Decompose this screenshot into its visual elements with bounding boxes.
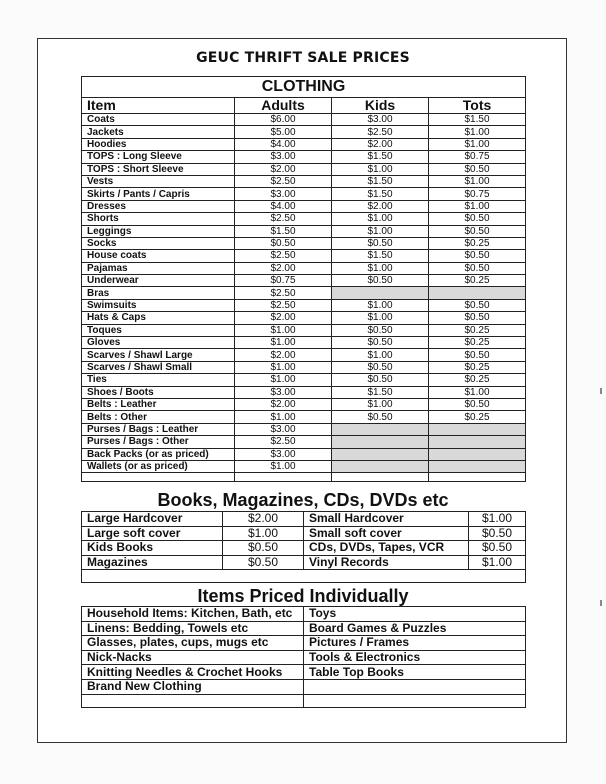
item-name: Coats bbox=[82, 114, 235, 126]
individual-item: Glasses, plates, cups, mugs etc bbox=[82, 636, 304, 651]
item-name: Belts : Other bbox=[82, 411, 235, 423]
item-name: Socks bbox=[82, 237, 235, 249]
price-kids: $0.50 bbox=[332, 361, 429, 373]
price-tots bbox=[429, 287, 526, 299]
price-adults: $2.00 bbox=[235, 349, 332, 361]
book-price: $0.50 bbox=[469, 541, 526, 556]
blank-row bbox=[82, 473, 526, 482]
item-name: Toques bbox=[82, 324, 235, 336]
price-kids: $0.50 bbox=[332, 275, 429, 287]
price-kids: $2.00 bbox=[332, 200, 429, 212]
item-name: Shorts bbox=[82, 213, 235, 225]
individual-item: Brand New Clothing bbox=[82, 679, 304, 694]
book-category: Large Hardcover bbox=[82, 512, 223, 527]
blank-cell bbox=[82, 570, 526, 583]
item-name: Dresses bbox=[82, 200, 235, 212]
table-row bbox=[82, 175, 526, 187]
table-row bbox=[82, 287, 526, 299]
table-row bbox=[82, 398, 526, 410]
table-row bbox=[82, 138, 526, 150]
price-adults: $1.00 bbox=[235, 361, 332, 373]
table-row bbox=[82, 349, 526, 361]
book-price: $0.50 bbox=[223, 541, 304, 556]
item-name: Pajamas bbox=[82, 262, 235, 274]
table-row bbox=[82, 679, 526, 694]
item-name: Scarves / Shawl Large bbox=[82, 349, 235, 361]
table-row bbox=[82, 262, 526, 274]
item-name: Gloves bbox=[82, 337, 235, 349]
book-price: $1.00 bbox=[223, 526, 304, 541]
blank-cell bbox=[82, 473, 235, 482]
table-row bbox=[82, 607, 526, 622]
item-name: Hats & Caps bbox=[82, 312, 235, 324]
price-tots bbox=[429, 423, 526, 435]
table-row bbox=[82, 312, 526, 324]
price-tots: $0.25 bbox=[429, 361, 526, 373]
price-kids: $1.00 bbox=[332, 213, 429, 225]
price-tots: $0.50 bbox=[429, 250, 526, 262]
price-kids: $0.50 bbox=[332, 337, 429, 349]
books-heading: Books, Magazines, CDs, DVDs etc bbox=[157, 490, 449, 510]
price-kids: $1.50 bbox=[332, 175, 429, 187]
table-row bbox=[82, 436, 526, 448]
price-kids: $0.50 bbox=[332, 324, 429, 336]
price-tots: $1.00 bbox=[429, 386, 526, 398]
price-tots: $0.25 bbox=[429, 337, 526, 349]
price-tots: $1.00 bbox=[429, 200, 526, 212]
column-header-adults: Adults bbox=[235, 98, 332, 114]
document-title: GEUC THRIFT SALE PRICES bbox=[196, 50, 410, 66]
table-row bbox=[82, 460, 526, 472]
individual-item: Tools & Electronics bbox=[304, 650, 526, 665]
table-row bbox=[82, 151, 526, 163]
price-kids: $2.50 bbox=[332, 126, 429, 138]
price-tots: $0.75 bbox=[429, 188, 526, 200]
table-row bbox=[82, 411, 526, 423]
price-adults: $1.50 bbox=[235, 225, 332, 237]
table-row bbox=[82, 636, 526, 651]
table-row bbox=[82, 163, 526, 175]
scan-mark bbox=[600, 600, 602, 606]
books-table bbox=[81, 511, 526, 583]
item-name: Shoes / Boots bbox=[82, 386, 235, 398]
individual-item: Table Top Books bbox=[304, 665, 526, 680]
price-adults: $2.00 bbox=[235, 163, 332, 175]
price-adults: $2.50 bbox=[235, 287, 332, 299]
table-row bbox=[82, 337, 526, 349]
price-adults: $6.00 bbox=[235, 114, 332, 126]
price-kids: $1.50 bbox=[332, 386, 429, 398]
blank-row bbox=[82, 570, 526, 583]
price-adults: $3.00 bbox=[235, 448, 332, 460]
clothing-heading: CLOTHING bbox=[82, 77, 526, 98]
price-kids bbox=[332, 436, 429, 448]
blank-row bbox=[82, 694, 526, 707]
individual-item: Toys bbox=[304, 607, 526, 622]
table-row bbox=[82, 213, 526, 225]
price-adults: $1.00 bbox=[235, 411, 332, 423]
item-name: Swimsuits bbox=[82, 299, 235, 311]
price-adults: $1.00 bbox=[235, 374, 332, 386]
price-tots: $0.25 bbox=[429, 237, 526, 249]
table-row bbox=[82, 250, 526, 262]
price-adults: $5.00 bbox=[235, 126, 332, 138]
table-row bbox=[82, 237, 526, 249]
table-row bbox=[82, 361, 526, 373]
price-tots: $1.50 bbox=[429, 114, 526, 126]
column-header-kids: Kids bbox=[332, 98, 429, 114]
price-tots: $0.25 bbox=[429, 411, 526, 423]
price-adults: $2.50 bbox=[235, 299, 332, 311]
item-name: Back Packs (or as priced) bbox=[82, 448, 235, 460]
blank-cell bbox=[82, 694, 304, 707]
price-tots: $1.00 bbox=[429, 126, 526, 138]
price-adults: $4.00 bbox=[235, 138, 332, 150]
item-name: Wallets (or as priced) bbox=[82, 460, 235, 472]
price-kids: $2.00 bbox=[332, 138, 429, 150]
blank-cell bbox=[235, 473, 332, 482]
price-kids: $0.50 bbox=[332, 411, 429, 423]
table-row bbox=[82, 114, 526, 126]
price-adults: $4.00 bbox=[235, 200, 332, 212]
price-kids: $1.50 bbox=[332, 151, 429, 163]
column-header-tots: Tots bbox=[429, 98, 526, 114]
book-price: $2.00 bbox=[223, 512, 304, 527]
price-adults: $2.00 bbox=[235, 262, 332, 274]
price-adults: $3.00 bbox=[235, 423, 332, 435]
scan-mark bbox=[600, 388, 602, 394]
price-tots bbox=[429, 460, 526, 472]
price-tots: $0.50 bbox=[429, 398, 526, 410]
item-name: TOPS : Short Sleeve bbox=[82, 163, 235, 175]
table-row bbox=[82, 526, 526, 541]
item-name: Ties bbox=[82, 374, 235, 386]
price-adults: $1.00 bbox=[235, 460, 332, 472]
table-row bbox=[82, 324, 526, 336]
book-category: Vinyl Records bbox=[304, 555, 469, 570]
price-kids: $1.00 bbox=[332, 299, 429, 311]
price-kids: $0.50 bbox=[332, 374, 429, 386]
individual-item: Household Items: Kitchen, Bath, etc bbox=[82, 607, 304, 622]
price-kids bbox=[332, 460, 429, 472]
table-row bbox=[82, 512, 526, 527]
individual-item: Board Games & Puzzles bbox=[304, 621, 526, 636]
price-tots: $0.75 bbox=[429, 151, 526, 163]
item-name: Jackets bbox=[82, 126, 235, 138]
price-adults: $2.50 bbox=[235, 436, 332, 448]
price-adults: $2.50 bbox=[235, 213, 332, 225]
item-name: Leggings bbox=[82, 225, 235, 237]
price-adults: $3.00 bbox=[235, 151, 332, 163]
price-kids: $1.00 bbox=[332, 225, 429, 237]
price-kids: $1.00 bbox=[332, 398, 429, 410]
item-name: Underwear bbox=[82, 275, 235, 287]
item-name: Skirts / Pants / Capris bbox=[82, 188, 235, 200]
table-row bbox=[82, 555, 526, 570]
price-kids: $1.50 bbox=[332, 188, 429, 200]
price-adults: $2.00 bbox=[235, 398, 332, 410]
blank-cell bbox=[304, 694, 526, 707]
price-kids bbox=[332, 423, 429, 435]
blank-cell bbox=[429, 473, 526, 482]
table-row bbox=[82, 275, 526, 287]
price-kids bbox=[332, 287, 429, 299]
price-tots: $0.50 bbox=[429, 312, 526, 324]
price-adults: $0.50 bbox=[235, 237, 332, 249]
individual-item: Nick-Nacks bbox=[82, 650, 304, 665]
table-row bbox=[82, 541, 526, 556]
price-tots: $0.50 bbox=[429, 163, 526, 175]
price-kids: $1.00 bbox=[332, 349, 429, 361]
item-name: TOPS : Long Sleeve bbox=[82, 151, 235, 163]
price-adults: $1.00 bbox=[235, 337, 332, 349]
price-tots bbox=[429, 448, 526, 460]
book-price: $1.00 bbox=[469, 555, 526, 570]
book-category: Small Hardcover bbox=[304, 512, 469, 527]
price-kids: $1.50 bbox=[332, 250, 429, 262]
item-name: Purses / Bags : Leather bbox=[82, 423, 235, 435]
individual-item bbox=[304, 679, 526, 694]
table-row bbox=[82, 650, 526, 665]
book-category: Kids Books bbox=[82, 541, 223, 556]
book-price: $1.00 bbox=[469, 512, 526, 527]
table-row bbox=[82, 448, 526, 460]
individual-item: Pictures / Frames bbox=[304, 636, 526, 651]
individual-heading: Items Priced Individually bbox=[197, 586, 409, 606]
clothing-table bbox=[81, 76, 526, 482]
book-category: Large soft cover bbox=[82, 526, 223, 541]
individual-item: Linens: Bedding, Towels etc bbox=[82, 621, 304, 636]
price-tots: $0.50 bbox=[429, 213, 526, 225]
table-row bbox=[82, 299, 526, 311]
price-tots: $1.00 bbox=[429, 138, 526, 150]
table-row bbox=[82, 423, 526, 435]
item-name: Scarves / Shawl Small bbox=[82, 361, 235, 373]
individual-item: Knitting Needles & Crochet Hooks bbox=[82, 665, 304, 680]
table-row bbox=[82, 621, 526, 636]
price-adults: $3.00 bbox=[235, 188, 332, 200]
table-row bbox=[82, 126, 526, 138]
item-name: Purses / Bags : Other bbox=[82, 436, 235, 448]
book-category: CDs, DVDs, Tapes, VCR bbox=[304, 541, 469, 556]
price-kids bbox=[332, 448, 429, 460]
price-adults: $0.75 bbox=[235, 275, 332, 287]
price-tots: $0.25 bbox=[429, 324, 526, 336]
table-row bbox=[82, 374, 526, 386]
price-tots: $0.50 bbox=[429, 262, 526, 274]
table-row bbox=[82, 200, 526, 212]
price-tots: $0.25 bbox=[429, 275, 526, 287]
book-price: $0.50 bbox=[469, 526, 526, 541]
column-header-item: Item bbox=[82, 98, 235, 114]
price-adults: $2.50 bbox=[235, 175, 332, 187]
price-tots: $1.00 bbox=[429, 175, 526, 187]
book-price: $0.50 bbox=[223, 555, 304, 570]
price-kids: $3.00 bbox=[332, 114, 429, 126]
item-name: Vests bbox=[82, 175, 235, 187]
price-kids: $1.00 bbox=[332, 163, 429, 175]
table-row bbox=[82, 225, 526, 237]
price-kids: $1.00 bbox=[332, 312, 429, 324]
price-tots: $0.50 bbox=[429, 299, 526, 311]
price-kids: $1.00 bbox=[332, 262, 429, 274]
price-adults: $3.00 bbox=[235, 386, 332, 398]
individual-table bbox=[81, 606, 526, 708]
price-adults: $1.00 bbox=[235, 324, 332, 336]
book-category: Magazines bbox=[82, 555, 223, 570]
table-row bbox=[82, 665, 526, 680]
book-category: Small soft cover bbox=[304, 526, 469, 541]
price-tots: $0.25 bbox=[429, 374, 526, 386]
price-tots: $0.50 bbox=[429, 349, 526, 361]
item-name: House coats bbox=[82, 250, 235, 262]
item-name: Belts : Leather bbox=[82, 398, 235, 410]
price-tots bbox=[429, 436, 526, 448]
price-tots: $0.50 bbox=[429, 225, 526, 237]
price-adults: $2.00 bbox=[235, 312, 332, 324]
item-name: Bras bbox=[82, 287, 235, 299]
blank-cell bbox=[332, 473, 429, 482]
item-name: Hoodies bbox=[82, 138, 235, 150]
table-row bbox=[82, 386, 526, 398]
price-adults: $2.50 bbox=[235, 250, 332, 262]
table-row bbox=[82, 188, 526, 200]
price-kids: $0.50 bbox=[332, 237, 429, 249]
